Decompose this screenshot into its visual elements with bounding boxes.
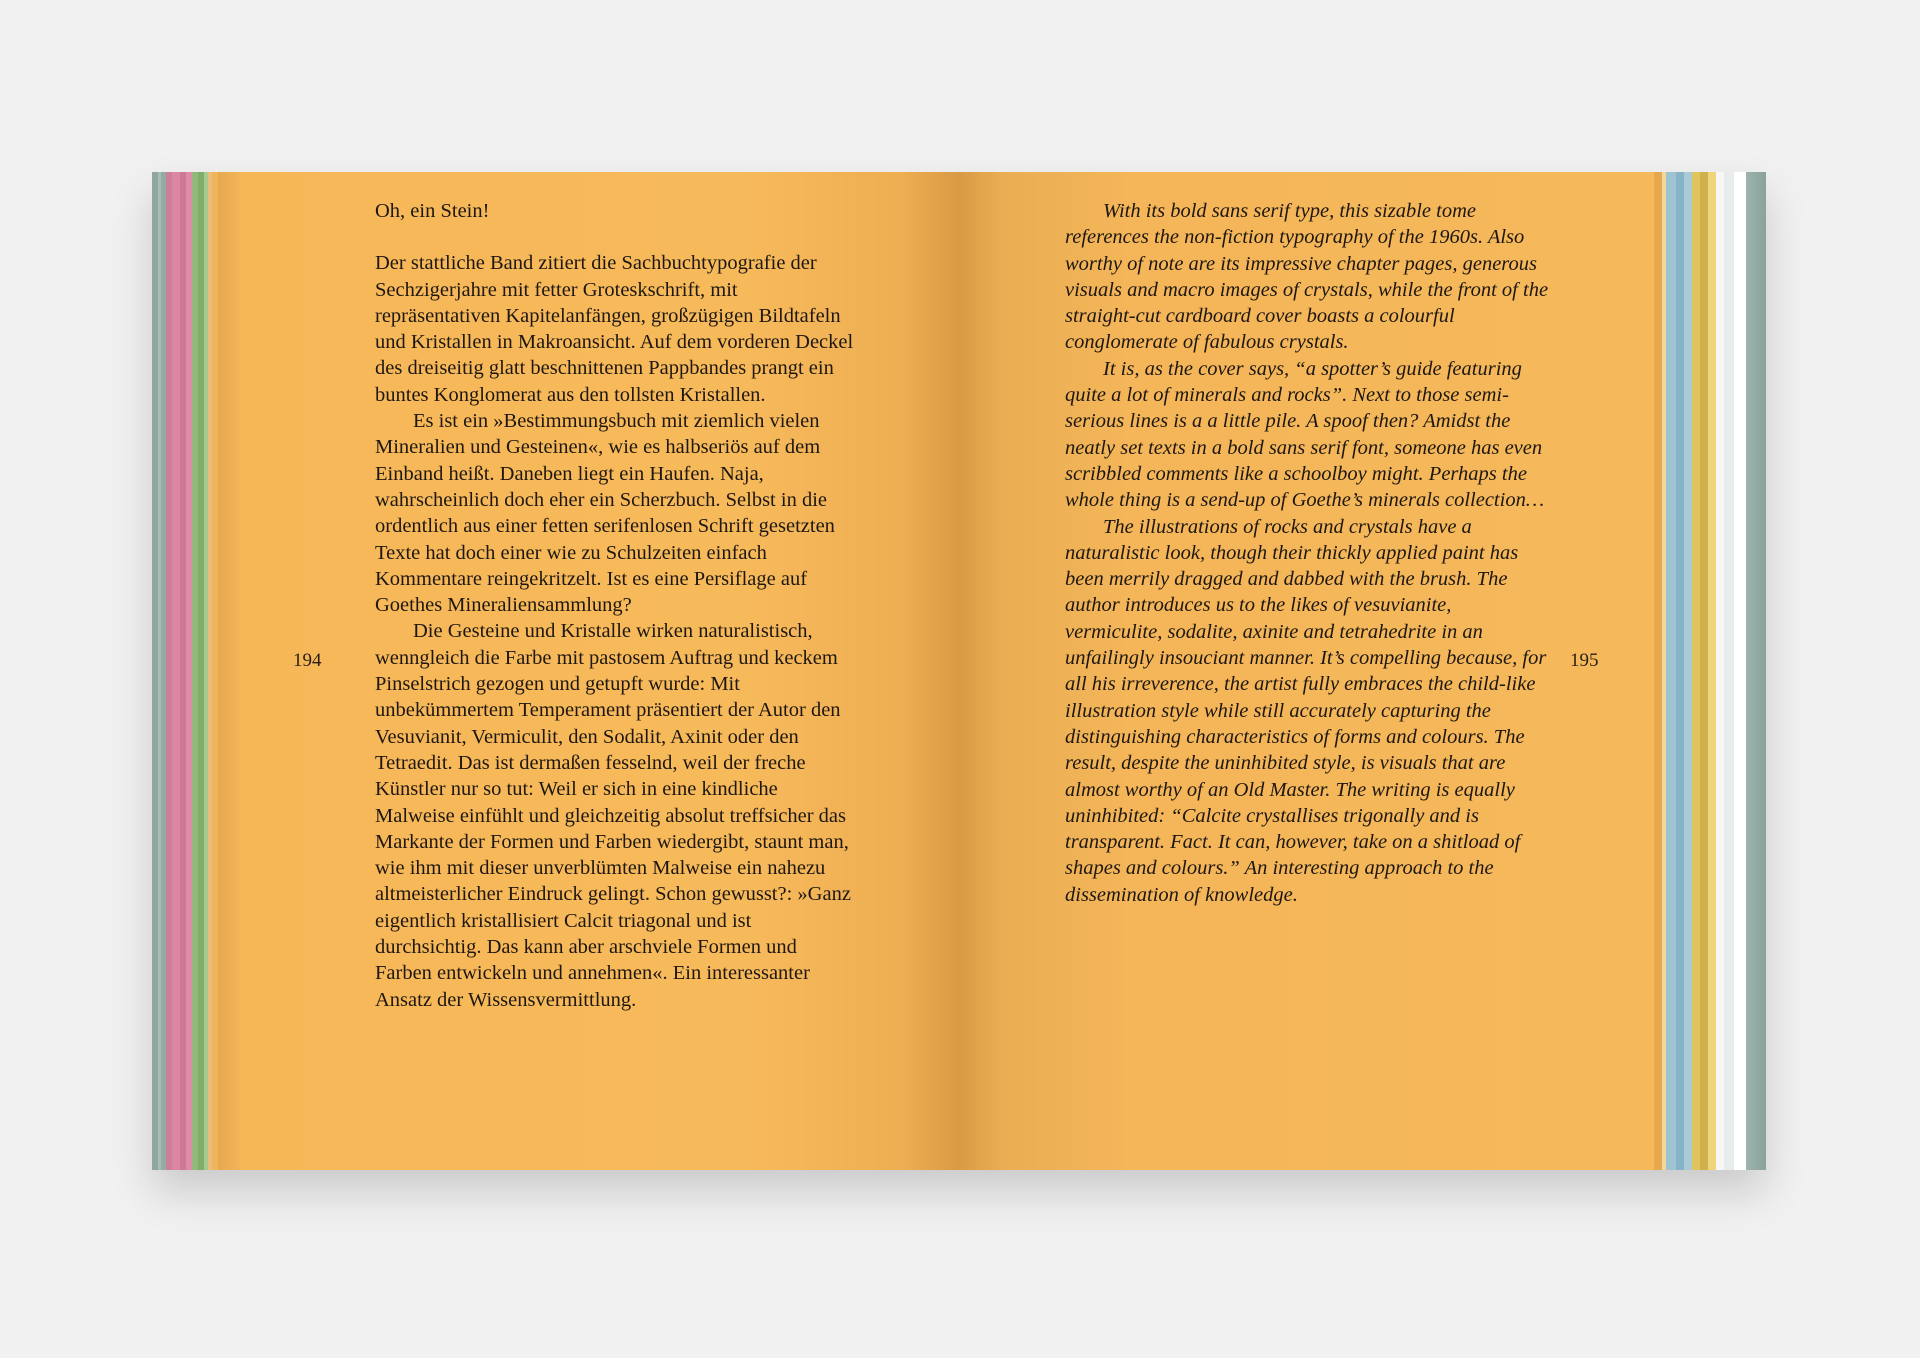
article-title: Oh, ein Stein!: [375, 200, 490, 222]
left-paragraph-2: Es ist ein »Bestimmungsbuch mit ziemlich vielen Mineralien und Gesteinen«, wie es halbseriös auf dem Einband heißt. Daneben liegt ein Haufen. Naja, wahrscheinlich doch eher ein Scherzbuch. Selbst in die ordentlich aus einer fetten serifenlosen Schrift gesetzten Texte hat doch einer wie zu Schulzeiten einfach Kommentare reingekritzelt. Ist es eine Persiflage auf Goethes Mineraliensammlung?: [375, 410, 835, 617]
right-paragraph-1: With its bold sans serif type, this sizable tome references the non-fiction typography of the 1960s. Also worthy of note are its impressive chapter pages, generous visuals and macro images of crystals, while the front of the straight-cut cardboard cover boasts a colourful conglomerate of fabulous crystals.: [1065, 200, 1549, 354]
book-spread: [152, 172, 1766, 1170]
right-page-edges: [1654, 172, 1766, 1170]
left-paragraph-3: Die Gesteine und Kristalle wirken naturalistisch, wenngleich die Farbe mit pastosem Auftrag und keckem Pinselstrich gezogen und getupft wurde: Mit unbekümmertem Temperament präsentiert der Autor den Vesuvianit, Vermiculit, den Sodalit, Axinit oder den Tetraedit. Das ist dermaßen fesselnd, weil der freche Künstler nur so tut: Weil er sich in eine kindliche Malweise einfühlt und gleichzeitig absolut treffsicher das Markante der Formen und Farben wiedergibt, staunt man, wie ihm mit dieser unverblümten Malweise ein nahezu altmeisterlicher Eindruck gelingt. Schon gewusst?: »Ganz eigentlich kristallisiert Calcit triagonal und ist durchsichtig. Das kann aber arschviele Formen und Farben entwickeln und annehmen«. Ein interessanter Ansatz der Wissensvermittlung.: [375, 620, 851, 1011]
right-paragraph-2: It is, as the cover says, “a spotter’s guide featuring quite a lot of minerals and rocks”. Next to those semi-serious lines is a a little pile. A spoof then? Amidst the neatly set texts in a bold sans serif font, someone has even scribbled comments like a schoolboy might. Perhaps the whole thing is a send-up of Goethe’s minerals collection…: [1065, 357, 1545, 512]
page-number-left: 194: [293, 650, 322, 671]
left-page-edges: [152, 172, 240, 1170]
page-number-right: 195: [1570, 650, 1599, 671]
right-paragraph-3: The illustrations of rocks and crystals have a naturalistic look, though their thickly applied paint has been merrily dragged and dabbed with the brush. The author introduces us to the likes of vesuvianite, vermiculite, sodalite, axinite and tetrahedrite in an unfailingly insouciant manner. It’s compelling because, for all his irreverence, the artist fully embraces the child-like illustration style while still accurately capturing the distinguishing characteristics of forms and colours. The result, despite the uninhibited style, is visuals that are almost worthy of an Old Master. The writing is equally uninhibited: “Calcite crystallises trigonally and is transparent. Fact. It can, however, take on a shitload of shapes and colours.” An interesting approach to the dissemination of knowledge.: [1065, 515, 1547, 906]
left-paragraph-1: Der stattliche Band zitiert die Sachbuchtypografie der Sechzigerjahre mit fetter Groteskschrift, mit repräsentativen Kapitelanfängen, großzügigen Bildtafeln und Kristallen in Makroansicht. Auf dem vorderen Deckel des dreiseitig glatt beschnittenen Pappbandes prangt ein buntes Konglomerat aus den tollsten Kristallen.: [375, 252, 854, 406]
right-page-text: [1065, 198, 1551, 908]
left-page-text: [375, 198, 855, 1013]
